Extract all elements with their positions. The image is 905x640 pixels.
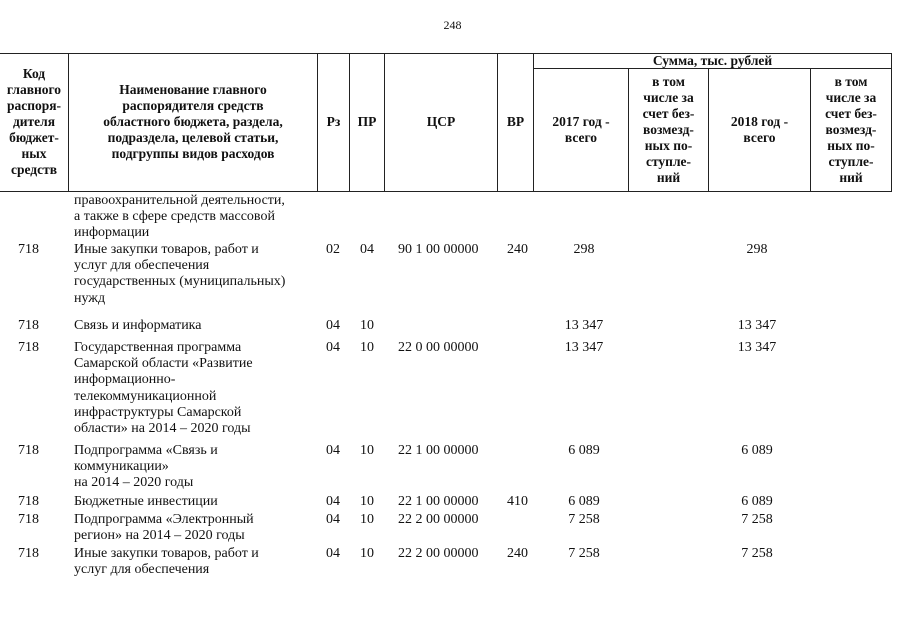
row-pr: 04 <box>360 242 374 257</box>
row-name-line: информации <box>74 225 150 241</box>
row-sum-2017: 7 258 <box>568 546 600 561</box>
row-csr: 22 2 00 00000 <box>398 546 479 561</box>
row-name-line: услуг для обеспечения <box>74 258 210 274</box>
header-2017-line: всего <box>564 129 598 145</box>
row-name <box>74 494 319 510</box>
row-code: 718 <box>18 340 39 355</box>
header-rz: Рз <box>326 114 341 129</box>
row-sum-2018: 298 <box>746 242 768 257</box>
row-sum-2018: 13 347 <box>737 318 777 333</box>
row-sum-2017: 6 089 <box>568 494 600 509</box>
header-incl-line: в том <box>652 73 685 89</box>
header-incl-line: ступле- <box>645 153 692 169</box>
header-incl-line: числе за <box>643 89 694 105</box>
header-incl2-line: числе за <box>825 89 877 105</box>
header-code-line: ных <box>21 146 47 161</box>
row-name-line: телекоммуникационной <box>74 388 217 404</box>
row-sum-2017: 298 <box>573 242 595 257</box>
row-csr: 22 1 00 00000 <box>398 443 479 458</box>
row-vr: 410 <box>507 494 528 509</box>
header-sum-title: Сумма, тыс. рублей <box>652 53 773 68</box>
row-name-line: области» на 2014 – 2020 годы <box>74 421 251 437</box>
row-name-line: Самарской области «Развитие <box>74 356 253 372</box>
header-code-line: дителя <box>12 114 56 129</box>
row-pr: 10 <box>360 443 374 458</box>
row-name-line: правоохранительной деятельности, <box>74 193 285 208</box>
header-code-line: Код <box>22 66 46 81</box>
row-rz: 04 <box>326 494 340 509</box>
row-rz: 04 <box>326 318 340 333</box>
header-incl-line: возмезд- <box>643 121 694 137</box>
row-rz: 04 <box>326 340 340 355</box>
header-incl-2017 <box>629 69 708 190</box>
row-code: 718 <box>18 318 39 333</box>
row-name <box>74 546 319 578</box>
row-name-line: а также в сфере средств массовой <box>74 209 275 225</box>
row-name <box>74 340 319 437</box>
row-sum-2018: 7 258 <box>741 546 773 561</box>
row-name-line: Иные закупки товаров, работ и <box>74 546 259 561</box>
row-name-line: Подпрограмма «Связь и <box>74 443 218 458</box>
header-2018-line: всего <box>743 129 776 145</box>
row-name-line: нужд <box>74 290 106 306</box>
header-2017 <box>534 69 628 190</box>
row-name-line: инфраструктуры Самарской <box>74 404 242 420</box>
row-code: 718 <box>18 546 39 561</box>
header-incl-line: ных по- <box>644 137 693 153</box>
header-name <box>69 54 317 190</box>
row-name <box>74 443 319 492</box>
header-incl-line: счет без- <box>642 105 695 121</box>
row-name-line: государственных (муниципальных) <box>74 274 286 290</box>
row-rz: 02 <box>326 242 340 257</box>
header-bottom-border <box>0 191 892 192</box>
row-code: 718 <box>18 512 39 527</box>
row-name-line: Подпрограмма «Электронный <box>74 512 254 527</box>
header-code-line: бюджет- <box>9 130 59 145</box>
row-name-line: регион» на 2014 – 2020 годы <box>74 528 245 544</box>
page-number: 248 <box>443 18 462 32</box>
header-vr: ВР <box>506 114 525 129</box>
row-name <box>74 242 319 307</box>
row-name-line: Бюджетные инвестиции <box>74 494 218 509</box>
row-sum-2017: 7 258 <box>568 512 600 527</box>
header-incl-line: ний <box>656 169 681 185</box>
row-sum-2018: 13 347 <box>737 340 777 355</box>
row-name-line: коммуникации» <box>74 459 169 475</box>
row-sum-2018: 6 089 <box>741 494 773 509</box>
header-code-line: распоря- <box>6 98 62 113</box>
row-pr: 10 <box>360 546 374 561</box>
row-name-line: информационно- <box>74 372 176 388</box>
header-csr: ЦСР <box>426 114 456 129</box>
row-vr: 240 <box>507 546 528 561</box>
row-code: 718 <box>18 443 39 458</box>
header-incl2-line: ных по- <box>827 137 875 153</box>
header-code-line: главного <box>6 82 62 97</box>
header-name-line: подраздела, целевой статьи, <box>107 130 279 145</box>
header-name-line: подгруппы видов расходов <box>111 146 275 161</box>
header-2017-line: 2017 год - <box>552 113 610 129</box>
row-name <box>74 512 319 544</box>
header-incl2-line: ступле- <box>828 153 874 169</box>
row-name-line: Связь и информатика <box>74 318 202 333</box>
row-code: 718 <box>18 494 39 509</box>
header-name-line: распорядителя средств <box>122 98 264 113</box>
row-pr: 10 <box>360 340 374 355</box>
row-rz: 04 <box>326 443 340 458</box>
row-csr: 22 0 00 00000 <box>398 340 479 355</box>
row-pr: 10 <box>360 318 374 333</box>
header-incl2-line: ний <box>839 169 863 185</box>
header-2018-line: 2018 год - <box>730 113 789 129</box>
row-sum-2017: 6 089 <box>568 443 600 458</box>
row-name-line: Иные закупки товаров, работ и <box>74 242 259 257</box>
row-vr: 240 <box>507 242 528 257</box>
header-pr: ПР <box>357 114 377 129</box>
row-sum-2018: 7 258 <box>741 512 773 527</box>
row-rz: 04 <box>326 546 340 561</box>
row-rz: 04 <box>326 512 340 527</box>
row-csr: 90 1 00 00000 <box>398 242 479 257</box>
row-csr: 22 2 00 00000 <box>398 512 479 527</box>
row-pr: 10 <box>360 512 374 527</box>
row-code: 718 <box>18 242 39 257</box>
header-incl2-line: счет без- <box>825 105 877 121</box>
header-2018 <box>709 69 810 190</box>
header-right-border <box>891 53 892 191</box>
header-incl2-line: возмезд- <box>825 121 877 137</box>
header-incl-2018 <box>811 69 891 190</box>
row-name-line: на 2014 – 2020 годы <box>74 475 194 491</box>
row-name-line: услуг для обеспечения <box>74 562 210 578</box>
header-code <box>0 54 68 190</box>
row-pr: 10 <box>360 494 374 509</box>
row-sum-2017: 13 347 <box>564 340 604 355</box>
row-name-line: Государственная программа <box>74 340 242 355</box>
header-name-line: Наименование главного <box>119 82 267 97</box>
row-sum-2018: 6 089 <box>741 443 773 458</box>
row-sum-2017: 13 347 <box>564 318 604 333</box>
header-code-line: средств <box>10 162 58 177</box>
header-incl2-line: в том <box>834 73 868 89</box>
row-name <box>74 318 319 334</box>
row-csr: 22 1 00 00000 <box>398 494 479 509</box>
header-name-line: областного бюджета, раздела, <box>103 114 283 129</box>
row-name <box>74 193 319 242</box>
